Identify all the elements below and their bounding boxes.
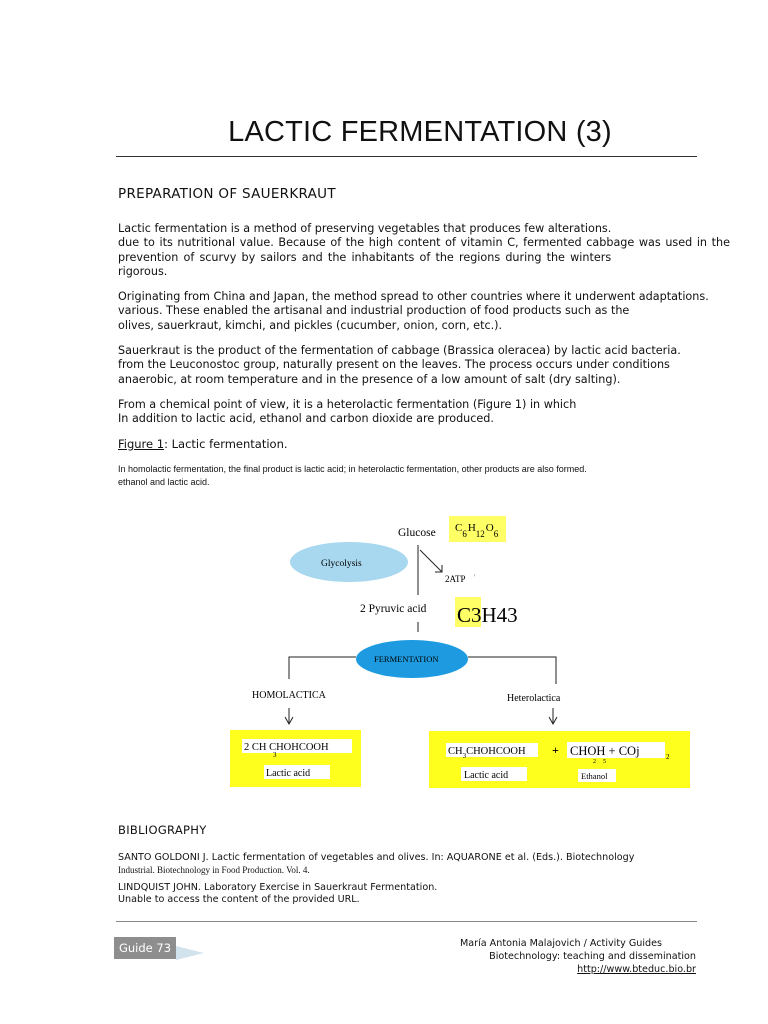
ethanol-formula: CHOH + COj	[570, 744, 640, 758]
paragraph-line: olives, sauerkraut, kimchi, and pickles (cucumber, onion, corn, etc.).	[118, 318, 503, 332]
bibliography-line: SANTO GOLDONI J. Lactic fermentation of vegetables and olives. In: AQUARONE et al. (Eds.). Biotechnology	[118, 852, 635, 863]
figure-note-line: In homolactic fermentation, the final product is lactic acid; in heterolactic fermentation, other products are also formed.	[118, 464, 587, 474]
paragraph-line: prevention of scurvy by sailors and the inhabitants of the regions during the winters	[118, 250, 612, 264]
glucose-formula: $C_6H_{12}O_6$	[455, 522, 499, 539]
fermentation-label: FERMENTATION	[374, 654, 439, 664]
ethanol-formula-sub: 2	[593, 759, 596, 765]
paragraph-line: from the Leuconostoc group, naturally present on the leaves. The process occurs under conditions	[118, 358, 670, 372]
homolactic-name: Lactic acid	[266, 768, 311, 779]
paragraph-line: Originating from China and Japan, the method spread to other countries where it underwent adaptations.	[118, 290, 709, 303]
bibliography-entry	[118, 852, 634, 876]
footer-divider	[116, 921, 697, 922]
pyruvic-formula: C3H43	[457, 603, 518, 627]
guide-badge-tail	[176, 946, 204, 960]
ethanol-name: Ethanol	[581, 771, 608, 781]
pyruvic-label: 2 Pyruvic acid	[360, 603, 427, 615]
footer-subtitle: Biotechnology: teaching and dissemination	[489, 951, 696, 962]
glycolysis-label: Glycolysis	[321, 559, 362, 569]
atp-tick-mark: '	[474, 573, 476, 582]
bibliography-heading: BIBLIOGRAPHY	[118, 823, 207, 837]
figure-label: Figure 1	[118, 437, 165, 451]
atp-label: 2ATP	[445, 574, 466, 584]
footer-credits	[460, 937, 696, 976]
heterolactica-label: Heterolactica	[507, 693, 561, 704]
ethanol-formula-sub: 5	[603, 759, 606, 765]
paragraph-line: In addition to lactic acid, ethanol and carbon dioxide are produced.	[118, 412, 494, 426]
page-title: LACTIC FERMENTATION (3)	[228, 116, 612, 148]
heterolactic-plus: +	[552, 743, 559, 757]
bibliography-line: Unable to access the content of the provided URL.	[118, 894, 360, 905]
footer-author: María Antonia Malajovich / Activity Guides	[459, 938, 662, 949]
figure-note-line: ethanol and lactic acid.	[118, 477, 210, 487]
bibliography-entry	[118, 882, 437, 906]
bibliography-line: LINDQUIST JOHN. Laboratory Exercise in Sauerkraut Fermentation.	[118, 882, 438, 893]
heterolactic-name: Lactic acid	[464, 770, 509, 781]
footer-link[interactable]: http://www.bteduc.bio.br	[577, 964, 696, 975]
ethanol-formula-sub: 2	[666, 753, 670, 761]
heterolactic-formula: $CH_3CHOHCOOH$	[448, 746, 526, 760]
homolactic-formula-sub: 3	[273, 751, 277, 759]
paragraph-line: From a chemical point of view, it is a heterolactic fermentation (Figure 1) in which	[118, 398, 577, 411]
paragraph-line: anaerobic, at room temperature and in the presence of a low amount of salt (dry salting).	[118, 372, 621, 386]
paragraph-line: due to its nutritional value. Because of the high content of vitamin C, fermented cabbage was used in the	[118, 236, 730, 250]
glucose-label: Glucose	[398, 527, 436, 539]
paragraph-line: various. These enabled the artisanal and industrial production of food products such as the	[118, 304, 630, 318]
homolactica-label: HOMOLACTICA	[252, 690, 326, 701]
homolactic-formula: 2 CH CHOHCOOH	[244, 742, 329, 753]
guide-badge: Guide 73	[114, 937, 176, 959]
paragraph-line: rigorous.	[118, 265, 168, 279]
paragraph-line: Lactic fermentation is a method of preserving vegetables that produces few alterations.	[118, 222, 612, 235]
bibliography-line: Industrial. Biotechnology in Food Production. Vol. 4.	[118, 865, 310, 875]
figure-caption-text: : Lactic fermentation.	[164, 437, 288, 451]
section-heading: PREPARATION OF SAUERKRAUT	[118, 186, 336, 202]
homo-branch-line	[289, 657, 356, 679]
atp-arrow	[420, 550, 442, 572]
paragraph-line: Sauerkraut is the product of the fermentation of cabbage (Brassica oleracea) by lactic acid bacteria.	[118, 344, 681, 357]
hetero-branch-line	[468, 657, 556, 684]
